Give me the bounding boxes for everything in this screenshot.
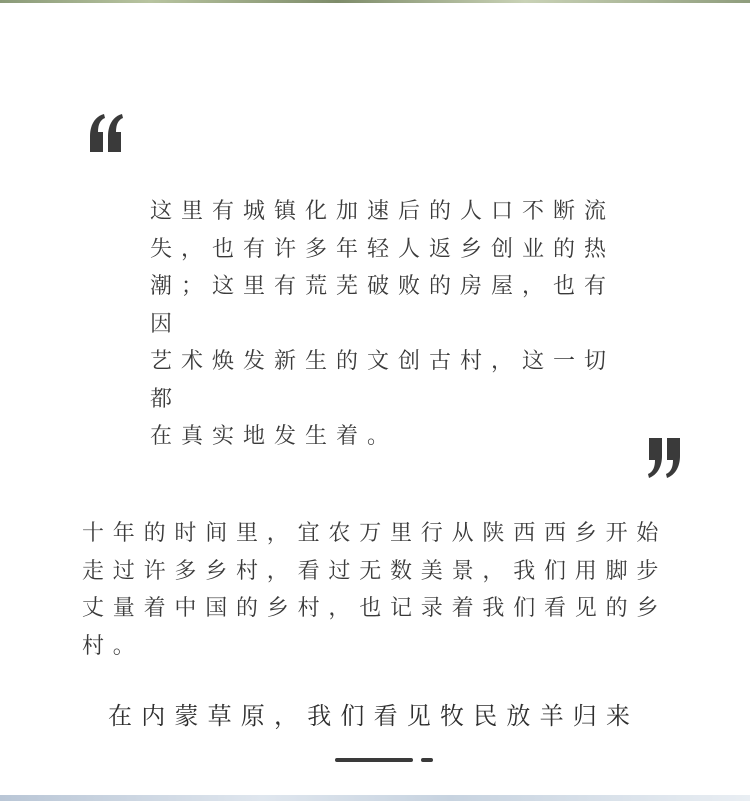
bottom-image-edge (0, 795, 750, 801)
body-paragraph: 十年的时间里，宜农万里行从陕西西乡开始 走过许多乡村，看过无数美景，我们用脚步 丈量着中国的乡村，也记录着我们看见的乡 村。 (82, 521, 668, 659)
image-caption: 在内蒙草原，我们看见牧民放羊归来 (108, 702, 640, 730)
caption-divider-short (421, 758, 433, 762)
caption-divider-long (335, 758, 413, 762)
top-image-edge (0, 0, 750, 3)
open-quote-icon (86, 112, 126, 156)
quote-text: 这里有城镇化加速后的人口不断流 失，也有许多年轻人返乡创业的热 潮；这里有荒芜破败的房屋，也有因 艺术焕发新生的文创古村，这一切都 在真实地发生着。 (150, 199, 616, 449)
close-quote-icon (646, 436, 686, 480)
